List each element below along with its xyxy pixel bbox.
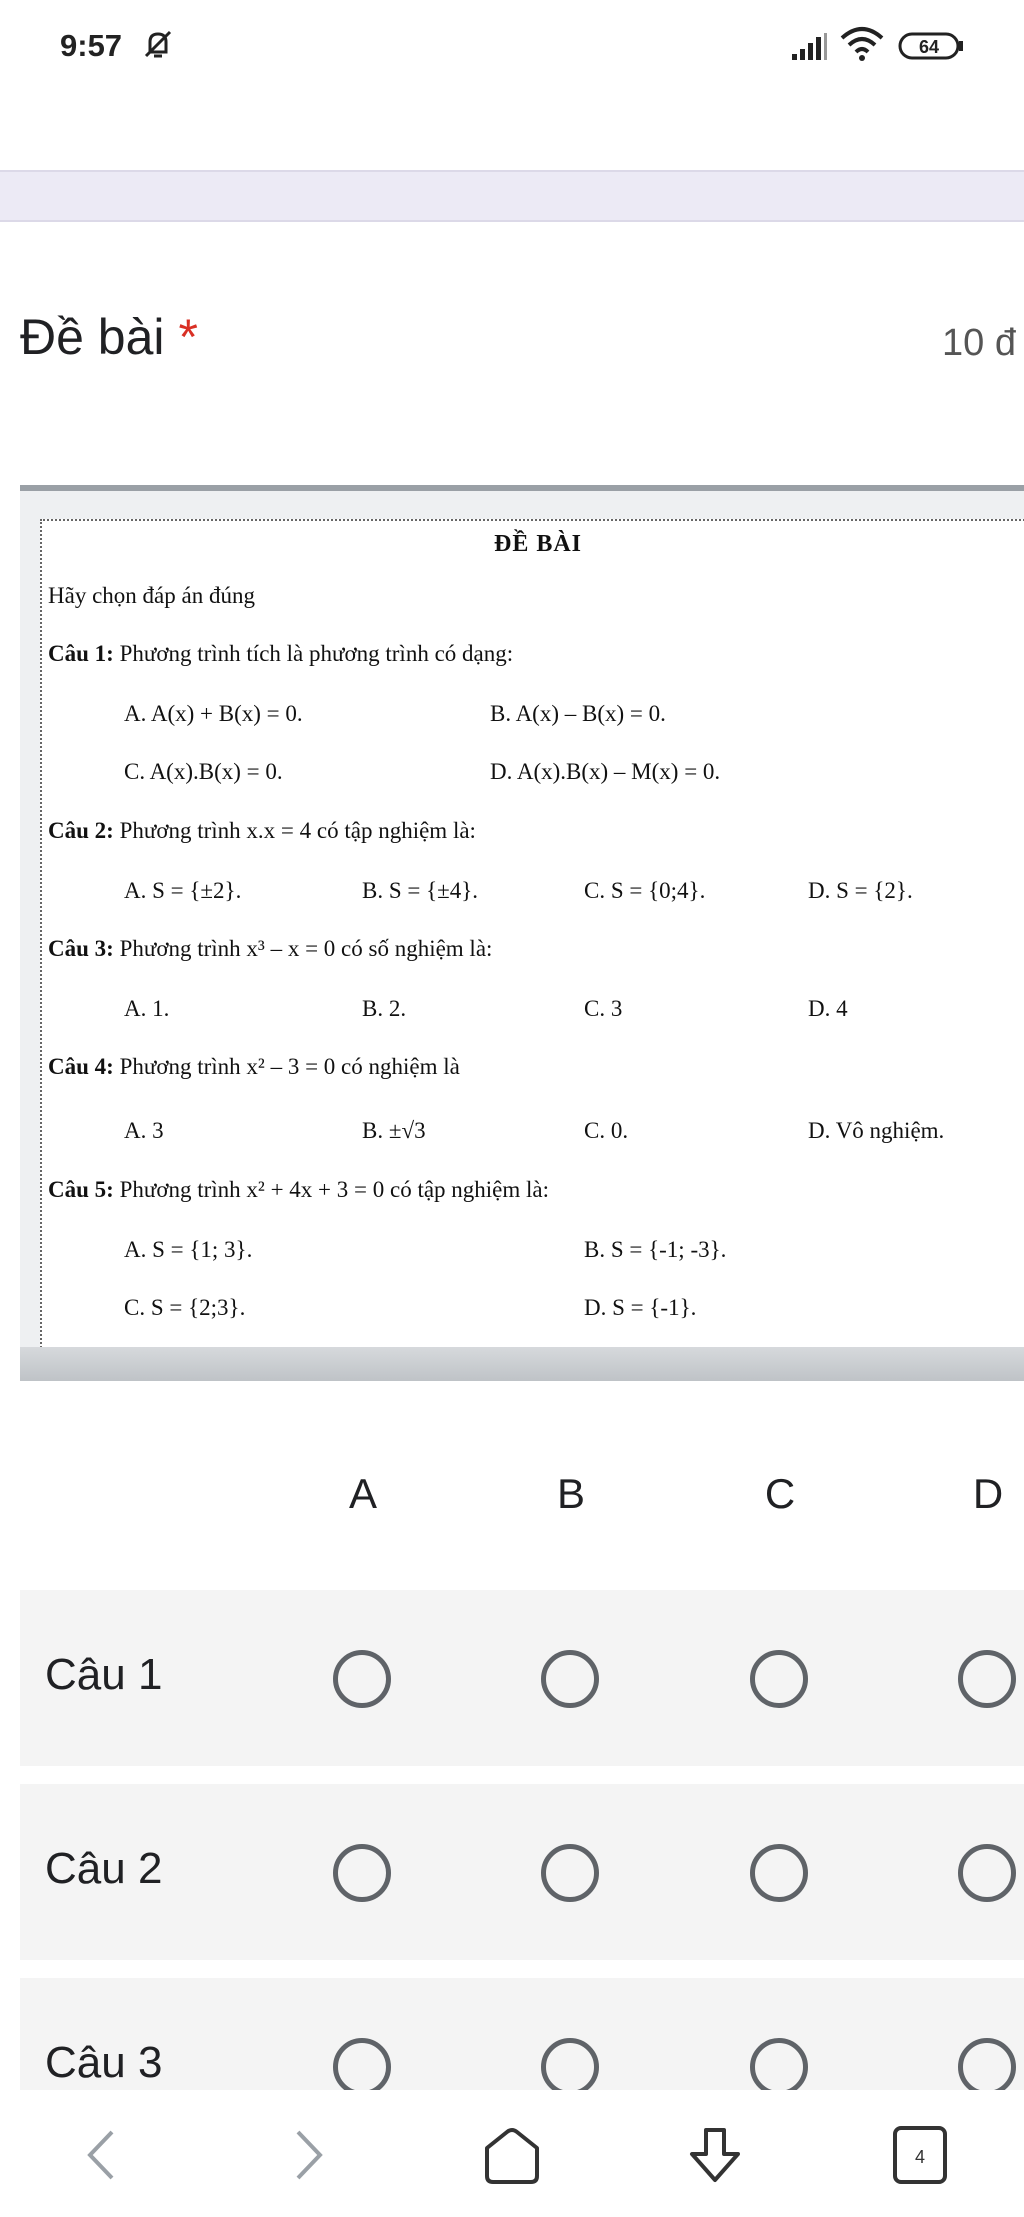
grid-column-d: D	[972, 1470, 1004, 1517]
q4-option-c: C. 0.	[584, 1118, 629, 1143]
question-3	[48, 936, 492, 962]
radio-cau3-b[interactable]	[541, 2038, 599, 2096]
q5-option-b: B. S = {-1; -3}.	[584, 1237, 727, 1262]
q3-option-c: C. 3	[584, 996, 623, 1021]
grid-row-label: Câu 3	[45, 2038, 163, 2087]
radio-cau3-c[interactable]	[750, 2038, 808, 2096]
status-bar	[0, 0, 1024, 96]
q3-option-a: A. 1.	[124, 996, 170, 1021]
document-instruction: Hãy chọn đáp án đúng	[48, 583, 255, 608]
q2-option-a: A. S = {±2}.	[124, 878, 242, 903]
radio-cau2-a[interactable]	[333, 1844, 391, 1902]
q4-option-b: B. ±√3	[362, 1118, 426, 1143]
document-heading: ĐỀ BÀI	[493, 531, 583, 557]
home-icon[interactable]	[477, 2120, 547, 2190]
exam-document	[40, 519, 1024, 1351]
radio-cau1-c[interactable]	[750, 1650, 808, 1708]
radio-cau3-d[interactable]	[958, 2038, 1016, 2096]
question-5-text: Phương trình x² + 4x + 3 = 0 có tập nghiệm là:	[119, 1177, 550, 1202]
question-1-text: Phương trình tích là phương trình có dạng:	[119, 641, 514, 666]
image-top-border	[20, 485, 1024, 491]
radio-cau1-a[interactable]	[333, 1650, 391, 1708]
signal-icon	[790, 32, 830, 62]
question-2	[48, 818, 476, 844]
question-1	[48, 641, 513, 667]
question-2-text: Phương trình x.x = 4 có tập nghiệm là:	[119, 818, 476, 843]
status-time: 9:57	[60, 28, 123, 63]
q1-option-a: A. A(x) + B(x) = 0.	[124, 701, 303, 726]
q3-option-b: B. 2.	[362, 996, 407, 1021]
wifi-icon	[840, 26, 884, 62]
radio-cau1-d[interactable]	[958, 1650, 1016, 1708]
question-title-text: Đề bài	[20, 309, 165, 365]
question-3-text: Phương trình x³ – x = 0 có số nghiệm là:	[119, 936, 493, 961]
question-4	[48, 1054, 460, 1080]
grid-row-cau-2	[20, 1784, 1024, 1960]
question-4-text: Phương trình x² – 3 = 0 có nghiệm là	[119, 1054, 460, 1079]
q4-option-d: D. Vô nghiệm.	[808, 1118, 945, 1143]
question-5	[48, 1177, 549, 1203]
q5-option-d: D. S = {-1}.	[584, 1295, 697, 1320]
q3-option-d: D. 4	[808, 996, 848, 1021]
radio-cau3-a[interactable]	[333, 2038, 391, 2096]
q5-option-c: C. S = {2;3}.	[124, 1295, 246, 1320]
tabs-icon[interactable]	[885, 2120, 955, 2190]
grid-column-a: A	[348, 1470, 377, 1517]
q2-option-b: B. S = {±4}.	[362, 878, 479, 903]
grid-row-label: Câu 2	[45, 1844, 163, 1893]
radio-cau1-b[interactable]	[541, 1650, 599, 1708]
back-arrow-icon[interactable]	[68, 2120, 138, 2190]
question-2-label: Câu 2:	[48, 818, 114, 843]
radio-cau2-d[interactable]	[958, 1844, 1016, 1902]
download-icon[interactable]	[680, 2120, 750, 2190]
question-title	[20, 308, 198, 366]
radio-cau2-c[interactable]	[750, 1844, 808, 1902]
form-header-band	[0, 170, 1024, 222]
question-image	[20, 485, 1024, 1381]
question-4-label: Câu 4:	[48, 1054, 114, 1079]
alarm-muted-icon	[140, 26, 176, 62]
q2-option-c: C. S = {0;4}.	[584, 878, 706, 903]
question-points: 10 đ	[942, 322, 1016, 364]
radio-cau2-b[interactable]	[541, 1844, 599, 1902]
question-5-label: Câu 5:	[48, 1177, 114, 1202]
required-mark: *	[178, 309, 198, 365]
battery-level: 64	[918, 37, 940, 57]
question-3-label: Câu 3:	[48, 936, 114, 961]
q1-option-c: C. A(x).B(x) = 0.	[124, 759, 283, 784]
q4-option-a: A. 3	[124, 1118, 164, 1143]
battery-icon	[898, 32, 964, 60]
grid-column-b: B	[556, 1470, 585, 1517]
q5-option-a: A. S = {1; 3}.	[124, 1237, 253, 1262]
image-bottom-border	[20, 1347, 1024, 1381]
question-1-label: Câu 1:	[48, 641, 114, 666]
browser-nav-bar	[0, 2090, 1024, 2217]
grid-row-cau-1	[20, 1590, 1024, 1766]
q1-option-d: D. A(x).B(x) – M(x) = 0.	[490, 759, 721, 784]
grid-column-c: C	[764, 1470, 796, 1517]
forward-arrow-icon[interactable]	[272, 2120, 342, 2190]
tab-count: 4	[914, 2147, 926, 2167]
grid-row-label: Câu 1	[45, 1650, 163, 1699]
q2-option-d: D. S = {2}.	[808, 878, 913, 903]
q1-option-b: B. A(x) – B(x) = 0.	[490, 701, 666, 726]
